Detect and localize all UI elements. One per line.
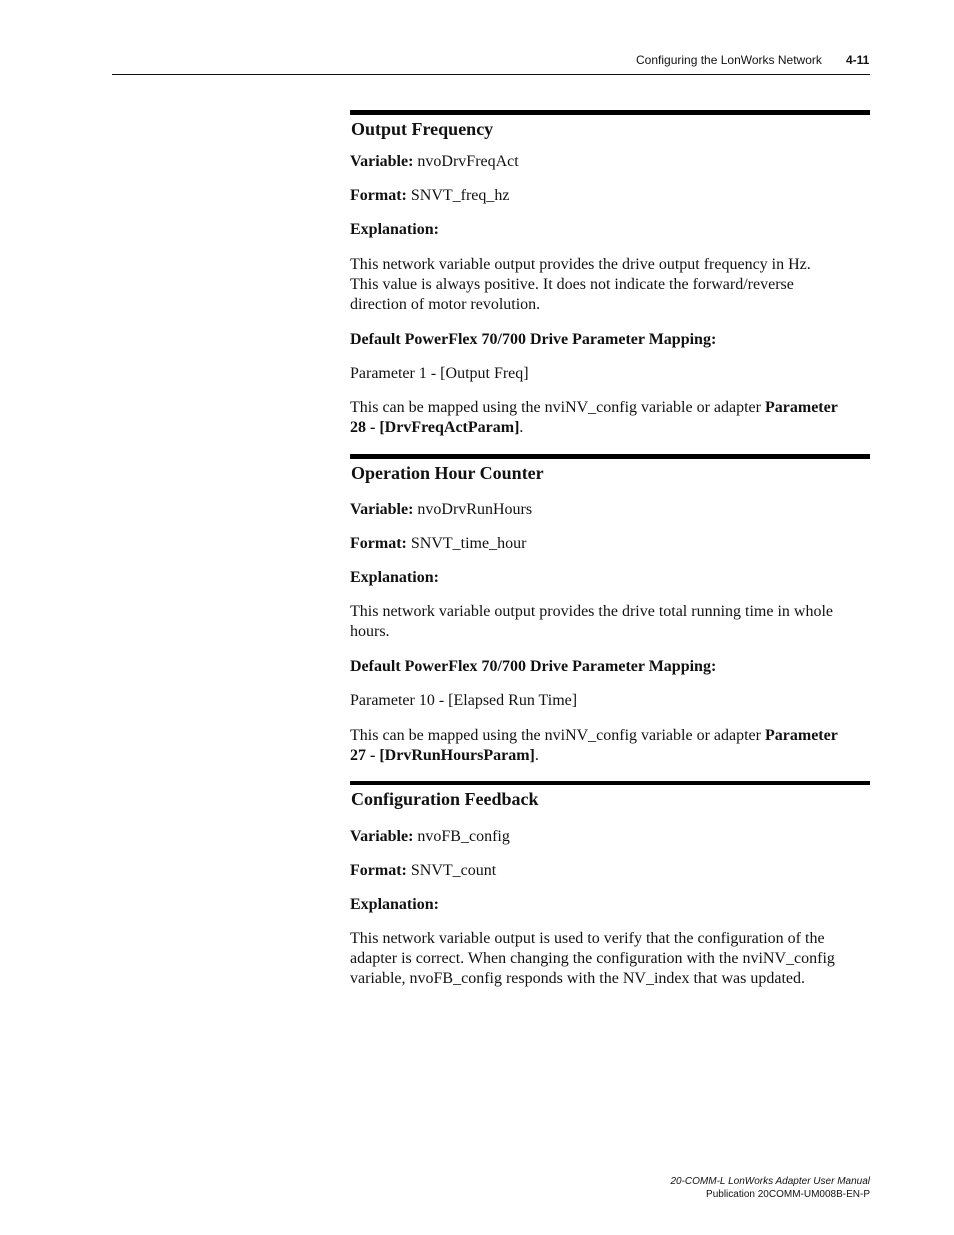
format-value: SNVT_time_hour <box>410 535 527 552</box>
variable-value: nvoDrvFreqAct <box>417 153 519 170</box>
variable-line <box>350 827 510 847</box>
mapping-value: Parameter 10 - [Elapsed Run Time] <box>350 692 578 709</box>
variable-label: Variable: <box>350 828 414 845</box>
format-label: Format: <box>350 535 407 552</box>
variable-label: Variable: <box>350 153 414 170</box>
format-value: SNVT_count <box>410 862 497 879</box>
variable-line <box>350 152 519 172</box>
header-divider <box>112 74 870 75</box>
section-rule <box>350 781 870 785</box>
section-title: Operation Hour Counter <box>351 463 544 483</box>
mapping-label: Default PowerFlex 70/700 Drive Parameter Mapping: <box>350 658 717 675</box>
format-label: Format: <box>350 862 407 879</box>
format-line <box>350 186 510 206</box>
format-line <box>350 861 496 881</box>
explanation-text: This network variable output provides the drive total running time in whole hours. <box>350 603 834 641</box>
footer-publication: Publication 20COMM-UM008B-EN-P <box>706 1189 870 1200</box>
variable-value: nvoDrvRunHours <box>417 501 533 518</box>
footer-manual-title: 20-COMM-L LonWorks Adapter User Manual <box>670 1176 870 1187</box>
running-header-title: Configuring the LonWorks Network <box>636 53 822 67</box>
explanation-label: Explanation: <box>350 569 439 586</box>
section-title: Configuration Feedback <box>351 789 539 809</box>
format-line <box>350 534 526 554</box>
mapping-note: This can be mapped using the nviNV_config variable or adapter Parameter 27 - [DrvRunHoursParam]. <box>350 727 838 765</box>
variable-label: Variable: <box>350 501 414 518</box>
explanation-label: Explanation: <box>350 896 439 913</box>
section-rule <box>350 110 870 115</box>
explanation-label: Explanation: <box>350 221 439 238</box>
variable-value: nvoFB_config <box>417 828 510 845</box>
mapping-value: Parameter 1 - [Output Freq] <box>350 365 529 382</box>
variable-line <box>350 500 532 520</box>
explanation-text: This network variable output is used to verify that the configuration of the adapter is correct. When changing the configuration with the nviNV_config variable, nvoFB_config responds with the NV_index that was updated. <box>350 930 835 988</box>
format-label: Format: <box>350 187 407 204</box>
mapping-note: This can be mapped using the nviNV_config variable or adapter Parameter 28 - [DrvFreqActParam]. <box>350 399 838 437</box>
mapping-label: Default PowerFlex 70/700 Drive Parameter Mapping: <box>350 331 717 348</box>
explanation-text: This network variable output provides the drive output frequency in Hz. This value is always positive. It does not indicate the forward/reverse direction of motor revolution. <box>350 256 811 314</box>
section-title: Output Frequency <box>351 119 494 139</box>
format-value: SNVT_freq_hz <box>410 187 510 204</box>
page-number: 4-11 <box>846 53 870 67</box>
section-rule <box>350 454 870 459</box>
